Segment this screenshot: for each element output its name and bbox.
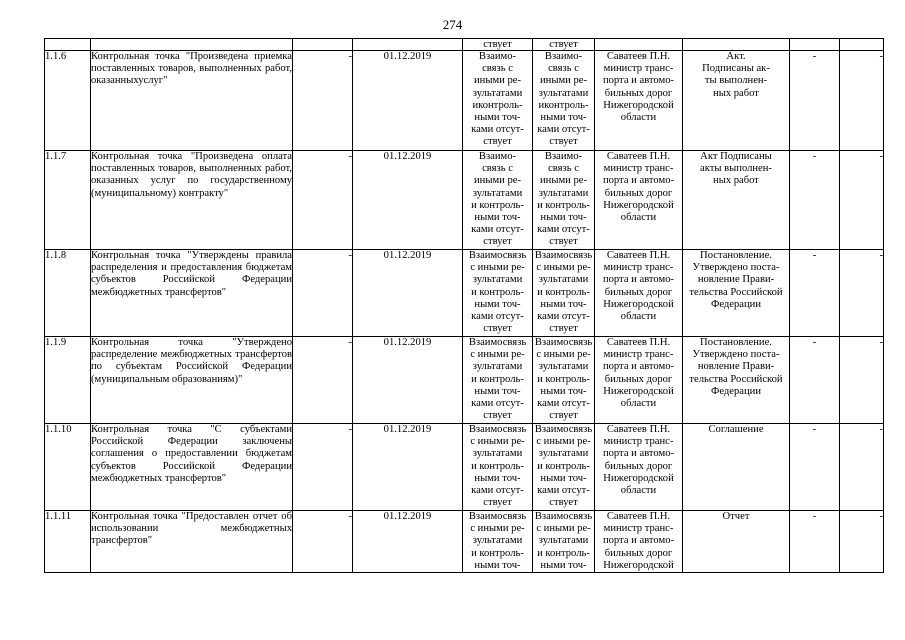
table-row: [45, 151, 884, 250]
cell-name: Контрольная точка "Произведена приемка поставленных товаров, выполненных работ, оказанныхуслуг": [91, 51, 293, 151]
table-row: [45, 337, 884, 424]
cell-responsible: [595, 39, 683, 51]
cell-dash: -: [293, 51, 353, 151]
cell-num: 1.1.8: [45, 250, 91, 337]
cell-name: Контрольная точка "Произведена оплата поставленных товаров, выполненных работ, оказанных услуг по государственному (муниципальному) контракту": [91, 151, 293, 250]
cell-num: [45, 39, 91, 51]
cell-dash: -: [790, 250, 840, 337]
cell-dash: -: [840, 250, 884, 337]
table-row: [45, 424, 884, 511]
cell-name: Контрольная точка "Предоставлен отчет об использовании межбюджетных трансфертов": [91, 511, 293, 573]
control-points-table: [44, 38, 884, 573]
cell-dash: [790, 39, 840, 51]
cell-relation: ствует: [463, 39, 533, 51]
cell-dash: -: [293, 337, 353, 424]
cell-relation: Взаимосвязь с иными ре- зультатами и контроль- ными точ- ками отсут- ствует: [463, 250, 533, 337]
cell-dash: -: [840, 511, 884, 573]
cell-relation: Взаимосвязь с иными ре- зультатами и контроль- ными точ-: [533, 511, 595, 573]
cell-relation: Взаимосвязь с иными ре- зультатами и контроль- ными точ- ками отсут- ствует: [533, 337, 595, 424]
cell-document: Акт. Подписаны ак- ты выполнен- ных работ: [683, 51, 790, 151]
cell-responsible: Саватеев П.Н. министр транс- порта и автомо- бильных дорог Нижегородской области: [595, 250, 683, 337]
cell-num: 1.1.11: [45, 511, 91, 573]
cell-responsible: Саватеев П.Н. министр транс- порта и автомо- бильных дорог Нижегородской области: [595, 337, 683, 424]
table-row-continuation: [45, 39, 884, 51]
cell-relation: Взаимосвязь с иными ре- зультатами и контроль- ными точ- ками отсут- ствует: [533, 250, 595, 337]
cell-date: [353, 39, 463, 51]
cell-relation: ствует: [533, 39, 595, 51]
cell-name: Контрольная точка "Утверждены правила распределения и предоставления бюджетам субъектов Российской Федерации межбюджетных трансфертов": [91, 250, 293, 337]
cell-dash: -: [840, 151, 884, 250]
cell-dash: -: [790, 424, 840, 511]
cell-date: 01.12.2019: [353, 250, 463, 337]
cell-relation: Взаимосвязь с иными ре- зультатами и контроль- ными точ-: [463, 511, 533, 573]
cell-relation: Взаимо- связь с иными ре- зультатами и контроль- ными точ- ками отсут- ствует: [463, 151, 533, 250]
cell-relation: Взаимо- связь с иными ре- зультатами иконтроль- ными точ- ками отсут- ствует: [463, 51, 533, 151]
cell-num: 1.1.7: [45, 151, 91, 250]
cell-dash: -: [293, 511, 353, 573]
cell-relation: Взаимосвязь с иными ре- зультатами и контроль- ными точ- ками отсут- ствует: [463, 424, 533, 511]
cell-date: 01.12.2019: [353, 511, 463, 573]
cell-dash: -: [790, 511, 840, 573]
cell-dash: -: [790, 51, 840, 151]
cell-num: 1.1.6: [45, 51, 91, 151]
cell-date: 01.12.2019: [353, 151, 463, 250]
cell-responsible: Саватеев П.Н. министр транс- порта и автомо- бильных дорог Нижегородской: [595, 511, 683, 573]
cell-num: 1.1.10: [45, 424, 91, 511]
cell-relation: Взаимосвязь с иными ре- зультатами и контроль- ными точ- ками отсут- ствует: [533, 424, 595, 511]
cell-document: [683, 39, 790, 51]
cell-document: Постановление. Утверждено поста- новление Прави- тельства Российской Федерации: [683, 337, 790, 424]
cell-document: Постановление. Утверждено поста- новление Прави- тельства Российской Федерации: [683, 250, 790, 337]
cell-dash: [293, 39, 353, 51]
cell-relation: Взаимосвязь с иными ре- зультатами и контроль- ными точ- ками отсут- ствует: [463, 337, 533, 424]
table-row: [45, 511, 884, 573]
cell-relation: Взаимо- связь с иными ре- зультатами и контроль- ными точ- ками отсут- ствует: [533, 151, 595, 250]
table-row: [45, 51, 884, 151]
cell-name: [91, 39, 293, 51]
cell-date: 01.12.2019: [353, 337, 463, 424]
cell-dash: -: [293, 151, 353, 250]
cell-dash: -: [840, 337, 884, 424]
cell-name: Контрольная точка "Утверждено распределение межбюджетных трансфертов по субъектам Российской Федерации (муниципальным образованиям)": [91, 337, 293, 424]
cell-num: 1.1.9: [45, 337, 91, 424]
cell-document: Акт Подписаны акты выполнен- ных работ: [683, 151, 790, 250]
cell-responsible: Саватеев П.Н. министр транс- порта и автомо- бильных дорог Нижегородской области: [595, 51, 683, 151]
table-row: [45, 250, 884, 337]
cell-relation: Взаимо- связь с иными ре- зультатами иконтроль- ными точ- ками отсут- ствует: [533, 51, 595, 151]
cell-dash: -: [293, 250, 353, 337]
cell-date: 01.12.2019: [353, 51, 463, 151]
cell-dash: [840, 39, 884, 51]
cell-dash: -: [840, 51, 884, 151]
cell-document: Соглашение: [683, 424, 790, 511]
cell-name: Контрольная точка "С субъектами Российской Федерации заключены соглашения о предоставлении бюджетам субъектов Российской Федерации межбюджетных трансфертов": [91, 424, 293, 511]
cell-dash: -: [840, 424, 884, 511]
cell-dash: -: [790, 337, 840, 424]
page-number: 274: [442, 17, 463, 32]
cell-responsible: Саватеев П.Н. министр транс- порта и автомо- бильных дорог Нижегородской области: [595, 151, 683, 250]
cell-dash: -: [790, 151, 840, 250]
cell-document: Отчет: [683, 511, 790, 573]
cell-dash: -: [293, 424, 353, 511]
cell-responsible: Саватеев П.Н. министр транс- порта и автомо- бильных дорог Нижегородской области: [595, 424, 683, 511]
cell-date: 01.12.2019: [353, 424, 463, 511]
